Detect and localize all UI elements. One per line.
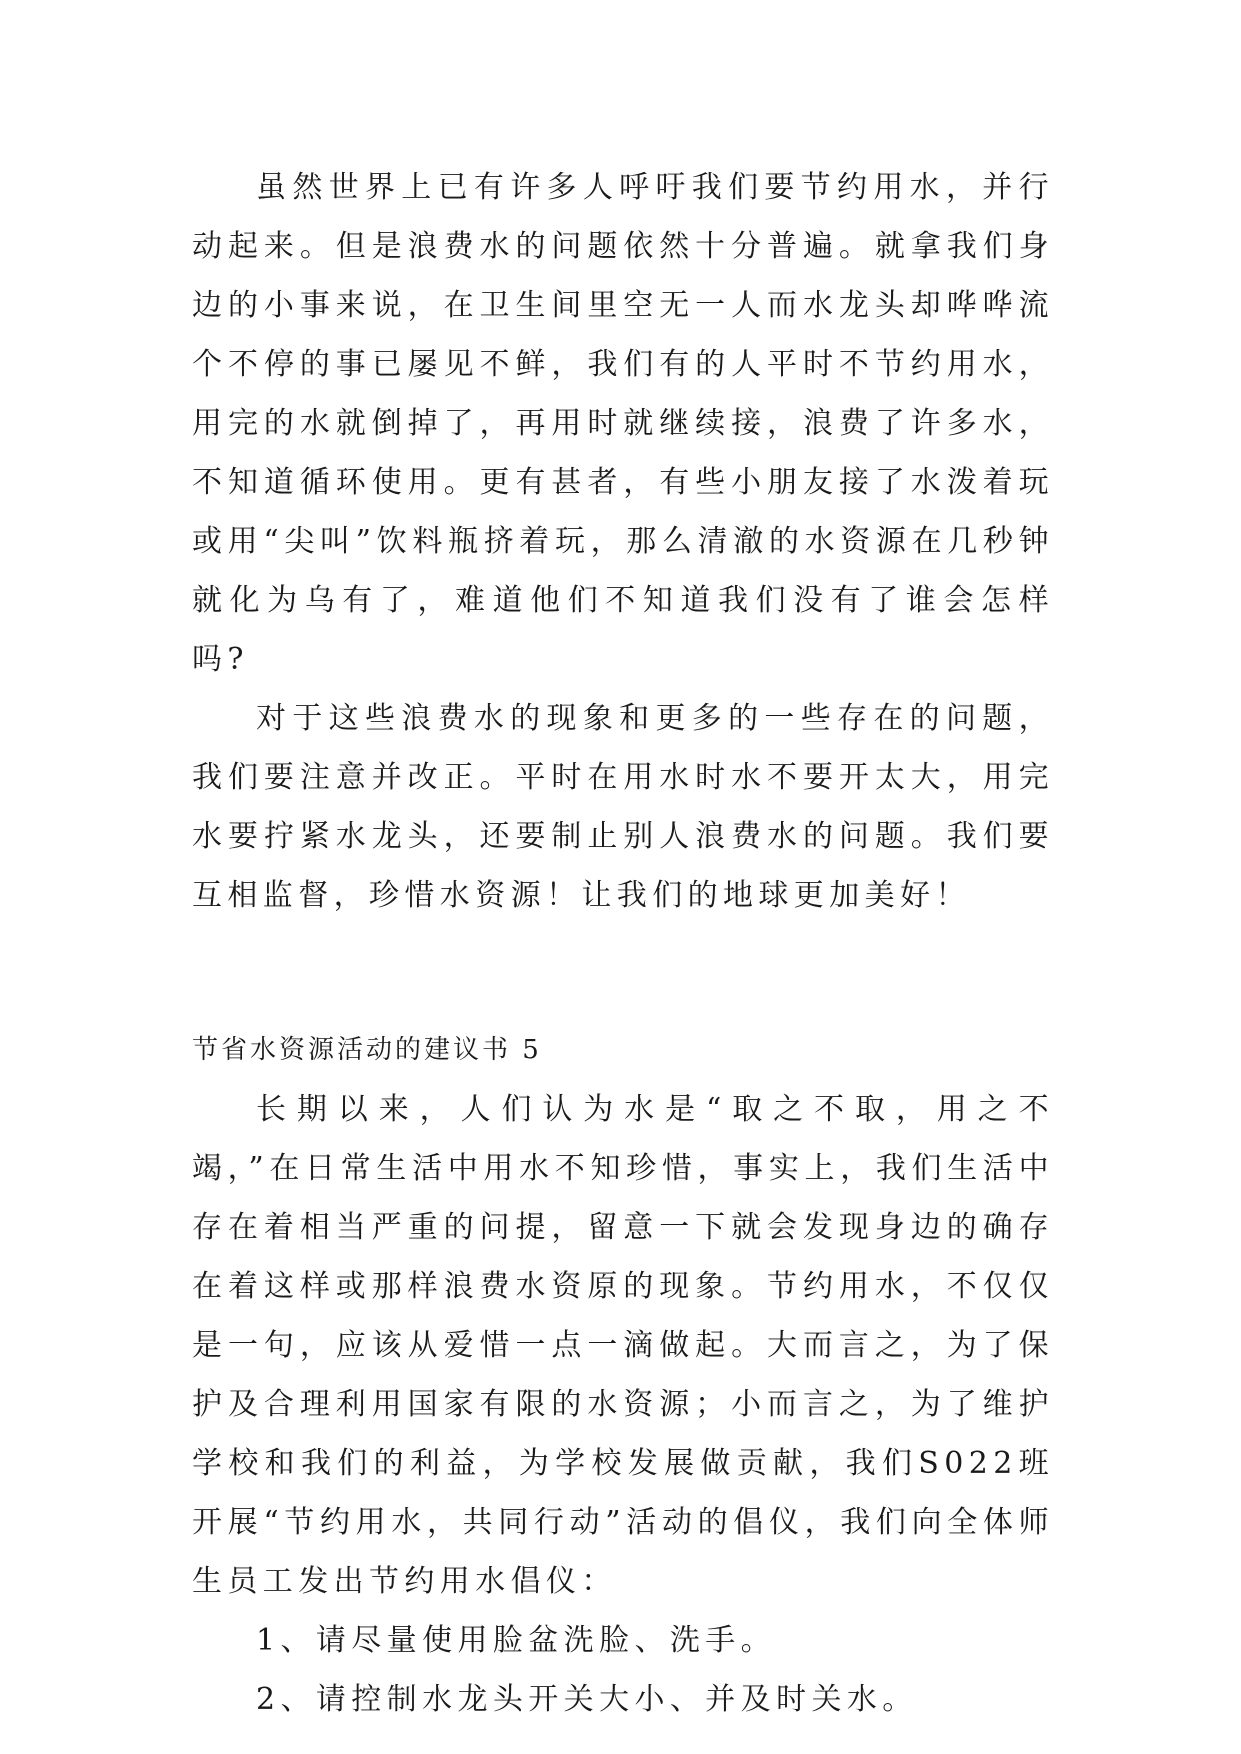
paragraph-correction: 对于这些浪费水的现象和更多的一些存在的问题，我们要注意并改正。平时在用水时水不要开太大，用完水要拧紧水龙头，还要制止别人浪费水的问题。我们要互相监督，珍惜水资源！让我们的地球更加美好！ xyxy=(192,701,1054,913)
list-item-faucet: 2、请控制水龙头开关大小、并及时关水。 xyxy=(256,1682,918,1717)
document-body xyxy=(192,158,1054,1729)
paragraph-water-waste: 虽然世界上已有许多人呼吁我们要节约用水，并行动起来。但是浪费水的问题依然十分普遍。就拿我们身边的小事来说，在卫生间里空无一人而水龙头却哗哗流个不停的事已屡见不鲜，我们有的人平时不节约用水，用完的水就倒掉了，再用时就继续接，浪费了许多水，不知道循环使用。更有甚者，有些小朋友接了水泼着玩或用“尖叫”饮料瓶挤着玩，那么清澈的水资源在几秒钟就化为乌有了，难道他们不知道我们没有了谁会怎样吗? xyxy=(192,170,1054,677)
list-item-basin: 1、请尽量使用脸盆洗脸、洗手。 xyxy=(256,1623,777,1658)
section-title: 节省水资源活动的建议书 5 xyxy=(192,1035,542,1065)
paragraph-proposal: 长期以来，人们认为水是“取之不取，用之不竭，”在日常生活中用水不知珍惜，事实上，我们生活中存在着相当严重的问提，留意一下就会发现身边的确存在着这样或那样浪费水资原的现象。节约用水，不仅仅是一句，应该从爱惜一点一滴做起。大而言之，为了保护及合理利用国家有限的水资源；小而言之，为了维护学校和我们的利益，为学校发展做贡献，我们S022班开展“节约用水，共同行动”活动的倡仪，我们向全体师生员工发出节约用水倡仪： xyxy=(192,1092,1054,1599)
